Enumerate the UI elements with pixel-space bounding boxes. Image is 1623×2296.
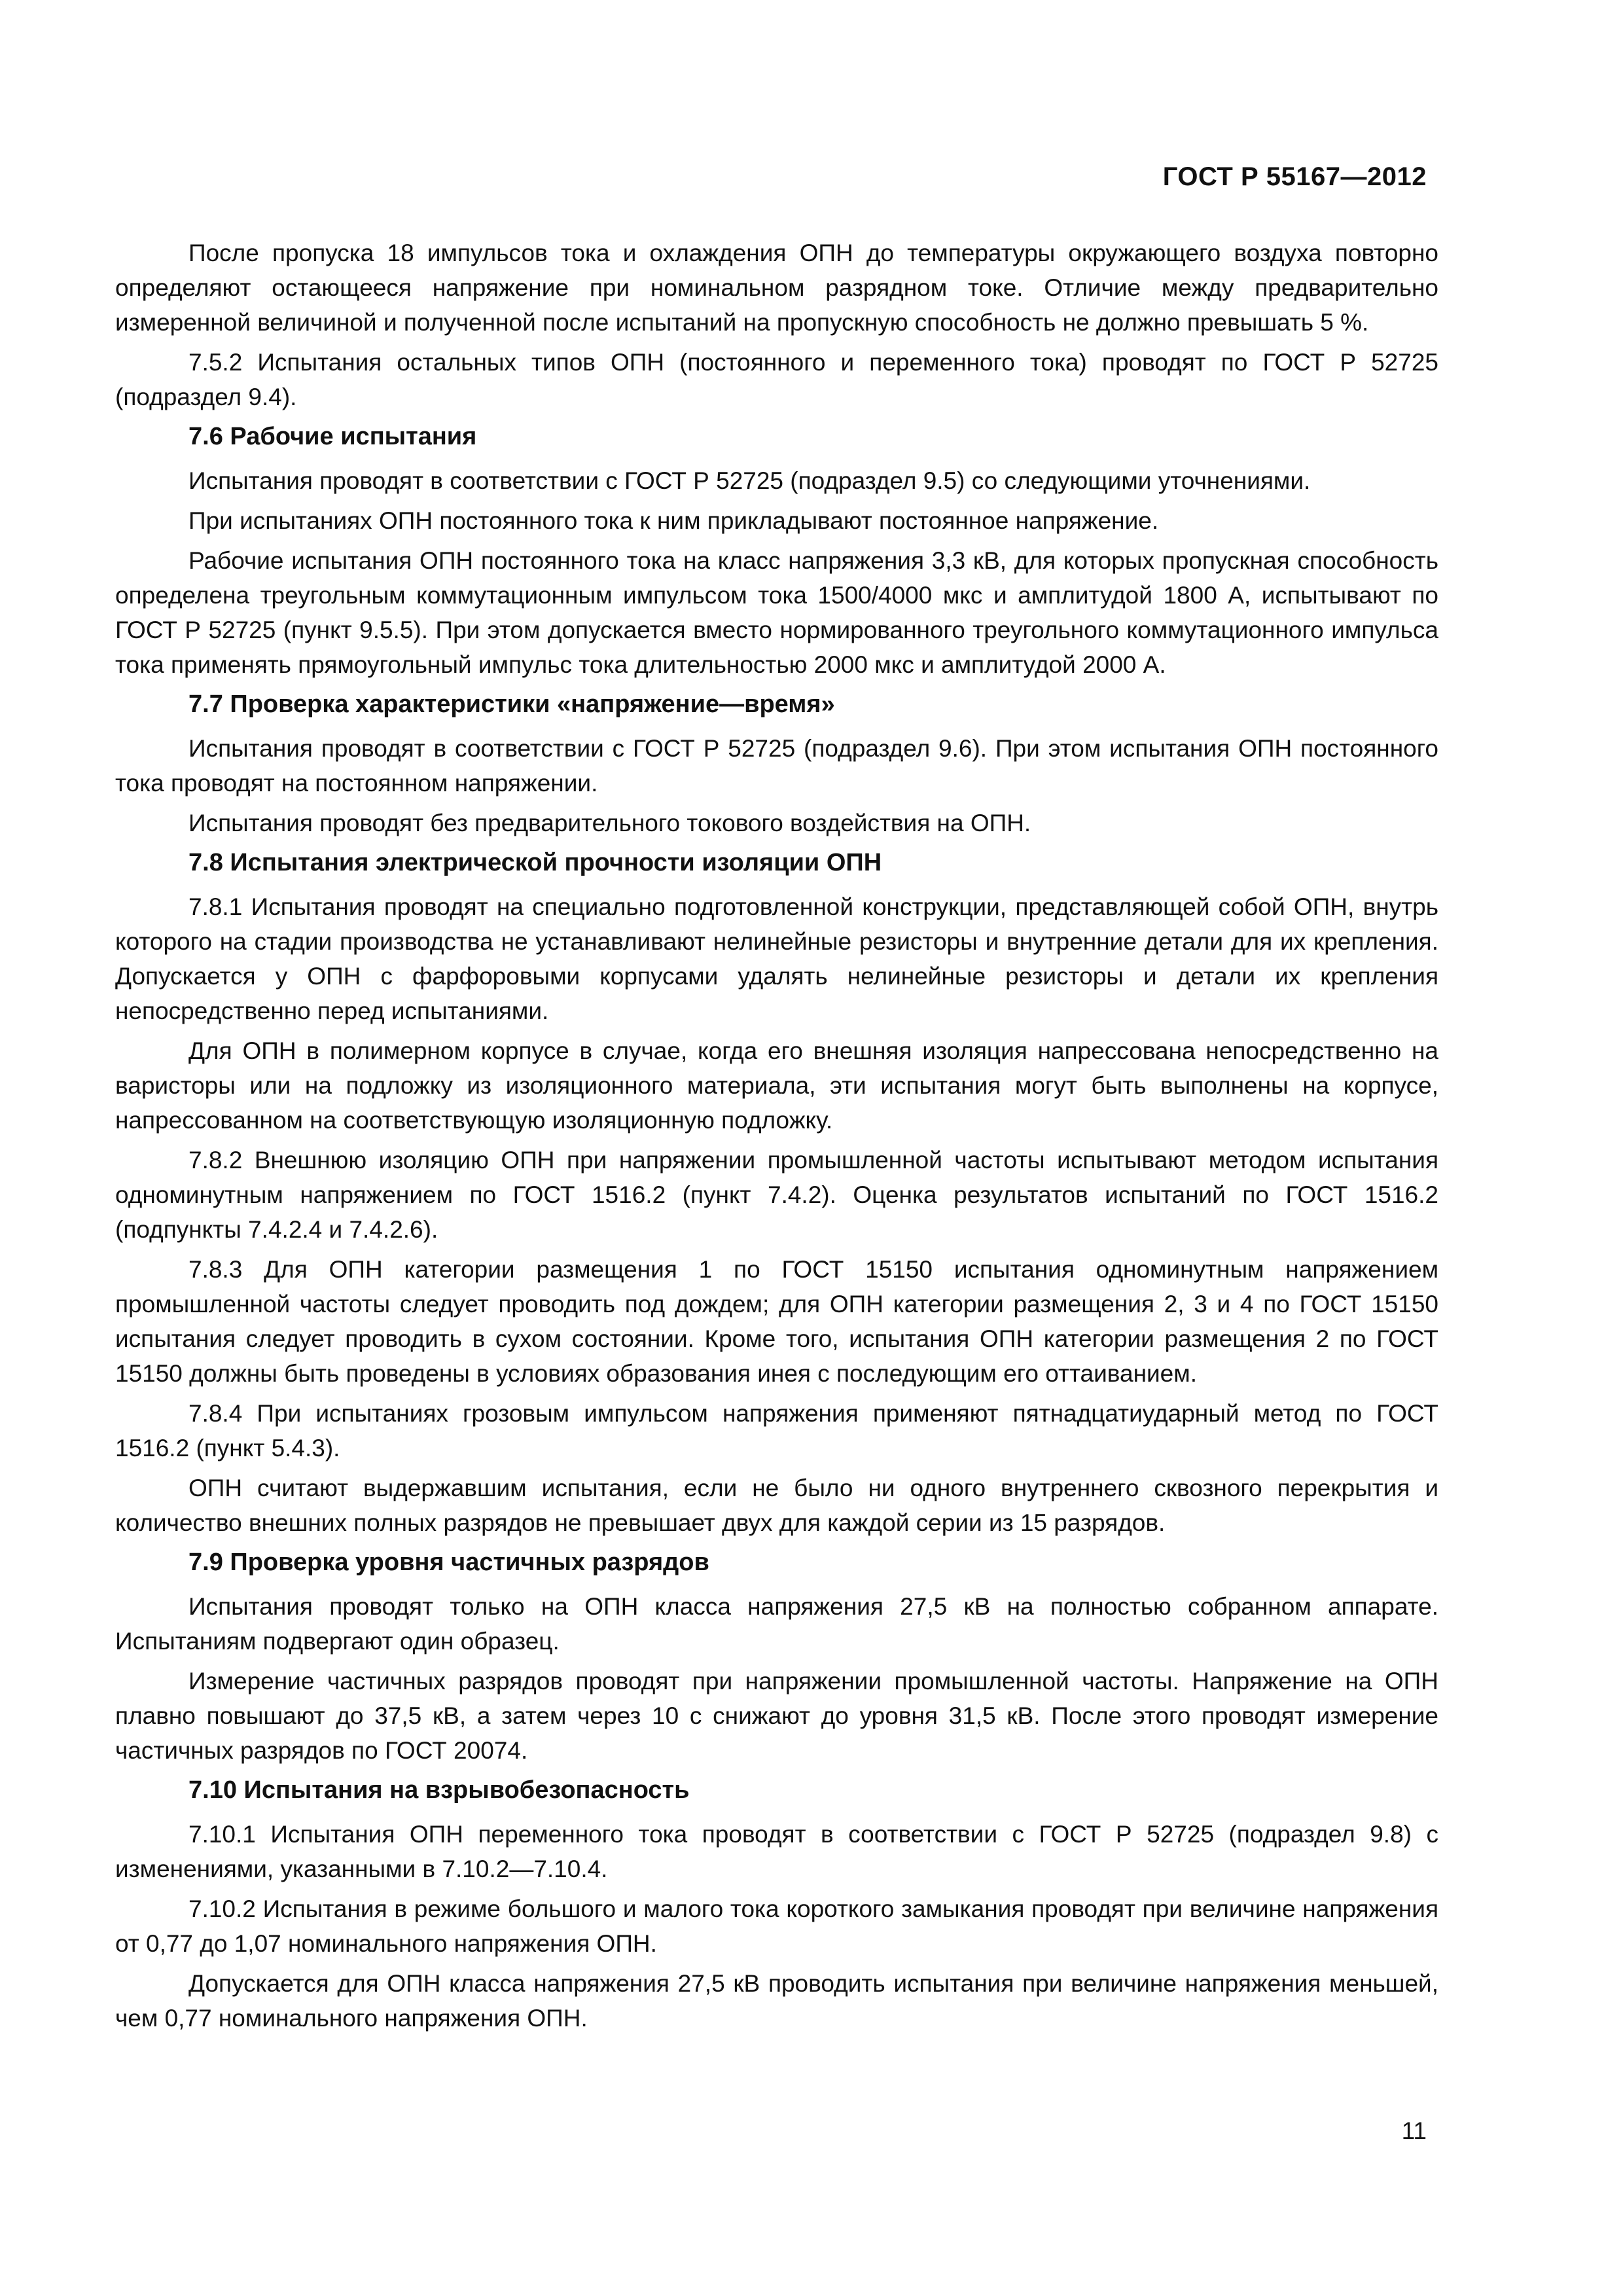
paragraph: 7.8.1 Испытания проводят на специально подготовленной конструкции, представляющей собой ОПН, внутрь которого на стадии производства не устанавливают нелинейные резисторы и внутренние детали для их крепления. Допускается у ОПН с фарфоровыми корпусами удалять нелинейные резисторы и детали их крепления непосредственно перед испытаниями. xyxy=(115,893,1438,1024)
section-heading-7-7: 7.7 Проверка характеристики «напряжение—время» xyxy=(188,691,835,718)
paragraph: 7.8.2 Внешнюю изоляцию ОПН при напряжении промышленной частоты испытывают методом испытания одноминутным напряжением по ГОСТ 1516.2 (пункт 7.4.2). Оценка результатов испытаний по ГОСТ 1516.2 (подпункты 7.4.2.4 и 7.4.2.6). xyxy=(115,1147,1438,1243)
paragraph: Рабочие испытания ОПН постоянного тока на класс напряжения 3,3 кВ, для которых пропускная способность определена треугольным коммутационным импульсом тока 1500/4000 мкс и амплитудой 1800 А, испытывают по ГОСТ Р 52725 (пункт 9.5.5). При этом допускается вместо нормированного треугольного коммутационного импульса тока применять прямоугольный импульс тока длительностью 2000 мкс и амплитудой 2000 А. xyxy=(115,547,1438,678)
paragraph: Испытания проводят только на ОПН класса напряжения 27,5 кВ на полностью собранном аппарате. Испытаниям подвергают один образец. xyxy=(115,1593,1438,1655)
page-number: 11 xyxy=(1401,2117,1427,2144)
paragraph: 7.5.2 Испытания остальных типов ОПН (постоянного и переменного тока) проводят по ГОСТ Р 52725 (подраздел 9.4). xyxy=(115,349,1438,410)
document-body xyxy=(115,236,1438,2041)
paragraph: Допускается для ОПН класса напряжения 27,5 кВ проводить испытания при величине напряжения меньшей, чем 0,77 номинального напряжения ОПН. xyxy=(115,1970,1438,2032)
paragraph: Испытания проводят в соответствии с ГОСТ Р 52725 (подраздел 9.5) со следующими уточнениями. xyxy=(188,467,1311,494)
paragraph: Испытания проводят в соответствии с ГОСТ Р 52725 (подраздел 9.6). При этом испытания ОПН постоянного тока проводят на постоянном напряжении. xyxy=(115,735,1438,797)
section-heading-7-6: 7.6 Рабочие испытания xyxy=(188,423,477,450)
paragraph: Измерение частичных разрядов проводят при напряжении промышленной частоты. Напряжение на ОПН плавно повышают до 37,5 кВ, а затем через 10 с снижают до уровня 31,5 кВ. После этого проводят измерение частичных разрядов по ГОСТ 20074. xyxy=(115,1668,1438,1764)
paragraph: 7.8.3 Для ОПН категории размещения 1 по ГОСТ 15150 испытания одноминутным напряжением промышленной частоты следует проводить под дождем; для ОПН категории размещения 2, 3 и 4 по ГОСТ 15150 испытания следует проводить в сухом состоянии. Кроме того, испытания ОПН категории размещения 2 по ГОСТ 15150 должны быть проведены в условиях образования инея с последующим его оттаиванием. xyxy=(115,1256,1438,1387)
paragraph: 7.10.1 Испытания ОПН переменного тока проводят в соответствии с ГОСТ Р 52725 (подраздел 9.8) с изменениями, указанными в 7.10.2—7.10.4. xyxy=(115,1821,1438,1882)
paragraph: 7.10.2 Испытания в режиме большого и малого тока короткого замыкания проводят при величине напряжения от 0,77 до 1,07 номинального напряжения ОПН. xyxy=(115,1895,1438,1957)
paragraph: Для ОПН в полимерном корпусе в случае, когда его внешняя изоляция напрессована непосредственно на варисторы или на подложку из изоляционного материала, эти испытания могут быть выполнены на корпусе, напрессованном на соответствующую изоляционную подложку. xyxy=(115,1037,1438,1134)
paragraph: 7.8.4 При испытаниях грозовым импульсом напряжения применяют пятнадцатиударный метод по ГОСТ 1516.2 (пункт 5.4.3). xyxy=(115,1400,1438,1462)
paragraph: При испытаниях ОПН постоянного тока к ним прикладывают постоянное напряжение. xyxy=(188,507,1159,534)
section-heading-7-10: 7.10 Испытания на взрывобезопасность xyxy=(188,1776,690,1804)
section-heading-7-8: 7.8 Испытания электрической прочности изоляции ОПН xyxy=(188,849,882,876)
section-heading-7-9: 7.9 Проверка уровня частичных разрядов xyxy=(188,1549,709,1576)
paragraph: ОПН считают выдержавшим испытания, если не было ни одного внутреннего сквозного перекрытия и количество внешних полных разрядов не превышает двух для каждой серии из 15 разрядов. xyxy=(115,1475,1438,1536)
document-code: ГОСТ Р 55167—2012 xyxy=(1162,162,1427,191)
paragraph: После пропуска 18 импульсов тока и охлаждения ОПН до температуры окружающего воздуха повторно определяют остающееся напряжение при номинальном разрядном токе. Отличие между предварительно измеренной величиной и полученной после испытаний на пропускную способность не должно превышать 5 %. xyxy=(115,240,1438,336)
paragraph: Испытания проводят без предварительного токового воздействия на ОПН. xyxy=(188,810,1031,836)
